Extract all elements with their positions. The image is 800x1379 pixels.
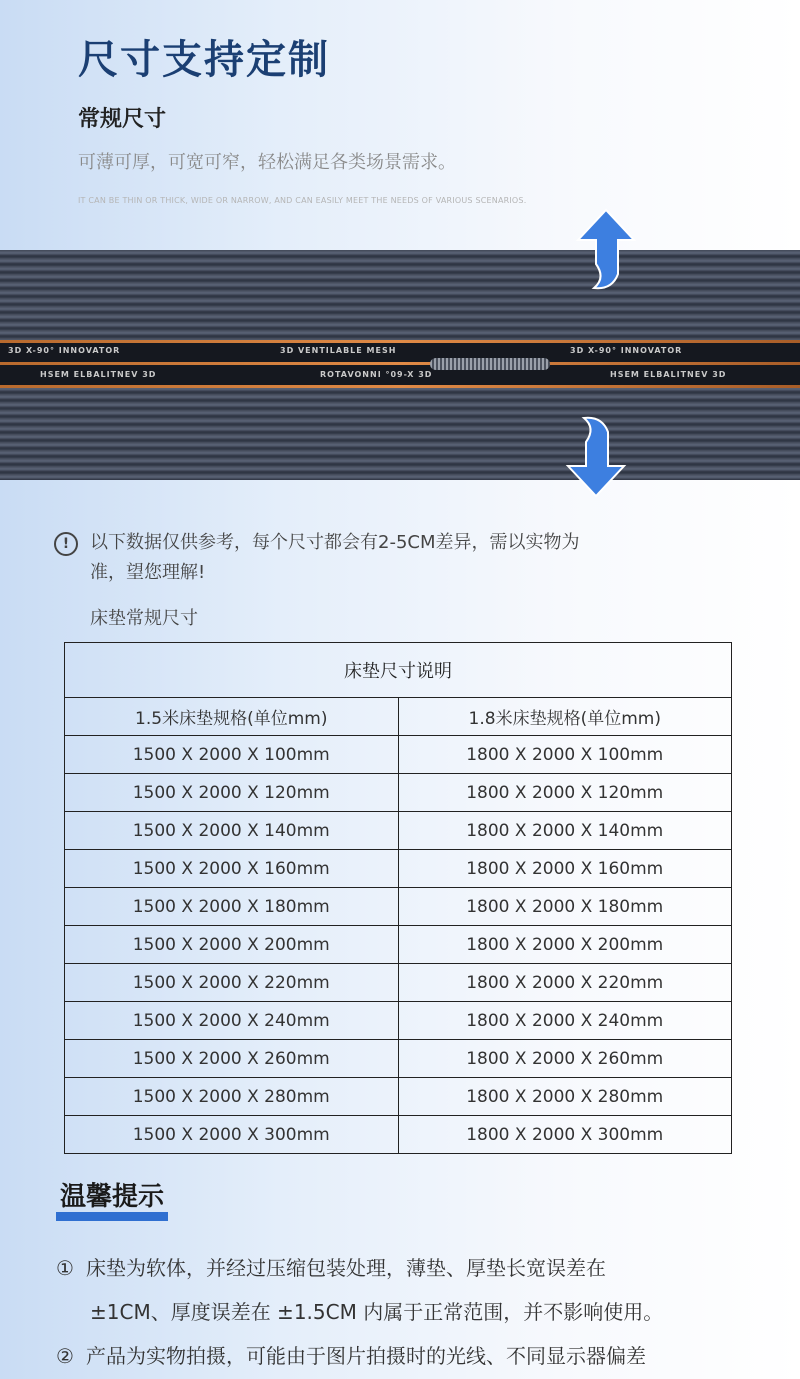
- table-row: [65, 736, 732, 774]
- info-icon: !: [54, 532, 78, 556]
- tip-number: ①: [56, 1256, 74, 1280]
- size-cell: 1500 X 2000 X 160mm: [65, 850, 399, 888]
- size-cell: 1800 X 2000 X 300mm: [398, 1116, 732, 1154]
- mattress-product-image: [0, 250, 800, 480]
- size-cell: 1500 X 2000 X 180mm: [65, 888, 399, 926]
- table-row: [65, 850, 732, 888]
- table-row: [65, 812, 732, 850]
- size-cell: 1800 X 2000 X 160mm: [398, 850, 732, 888]
- size-cell: 1500 X 2000 X 100mm: [65, 736, 399, 774]
- size-cell: 1500 X 2000 X 220mm: [65, 964, 399, 1002]
- band-label: 3D X-90° INNOVATOR: [570, 346, 683, 355]
- size-cell: 1800 X 2000 X 180mm: [398, 888, 732, 926]
- size-cell: 1800 X 2000 X 280mm: [398, 1078, 732, 1116]
- size-cell: 1500 X 2000 X 300mm: [65, 1116, 399, 1154]
- tip-number: ②: [56, 1344, 74, 1368]
- band-label: ROTAVONNI °09-X 3D: [320, 370, 433, 379]
- table-caption: 床垫常规尺寸: [90, 608, 198, 629]
- tip-text: 产品为实物拍摄，可能由于图片拍摄时的光线、不同显示器偏差: [86, 1344, 646, 1368]
- tip-text: 床垫为软体，并经过压缩包装处理，薄垫、厚垫长宽误差在: [86, 1256, 606, 1280]
- size-cell: 1800 X 2000 X 120mm: [398, 774, 732, 812]
- table-row: [65, 964, 732, 1002]
- notice: [54, 528, 714, 588]
- size-cell: 1800 X 2000 X 140mm: [398, 812, 732, 850]
- band-label: HSEM ELBALITNEV 3D: [40, 370, 157, 379]
- table-row: [65, 1116, 732, 1154]
- section-subtitle: 常规尺寸: [78, 107, 167, 132]
- size-cell: 1500 X 2000 X 200mm: [65, 926, 399, 964]
- arrow-down-icon: [560, 412, 630, 502]
- band-label: 3D VENTILABLE MESH: [280, 346, 397, 355]
- size-table: [64, 642, 732, 1154]
- size-cell: 1500 X 2000 X 120mm: [65, 774, 399, 812]
- notice-text-line2: 准，望您理解!: [90, 562, 206, 583]
- size-cell: 1500 X 2000 X 260mm: [65, 1040, 399, 1078]
- table-row: [65, 774, 732, 812]
- band-label: 3D X-90° INNOVATOR: [8, 346, 121, 355]
- table-title: 床垫尺寸说明: [65, 643, 732, 698]
- column-header: 1.5米床垫规格(单位mm): [65, 698, 399, 736]
- table-row: [65, 1002, 732, 1040]
- zipper-pull: [430, 358, 550, 370]
- tip-item-continuation: ±1CM、厚度误差在 ±1.5CM 内属于正常范围，并不影响使用。: [90, 1300, 664, 1324]
- size-cell: 1800 X 2000 X 200mm: [398, 926, 732, 964]
- band-label: HSEM ELBALITNEV 3D: [610, 370, 727, 379]
- size-cell: 1500 X 2000 X 140mm: [65, 812, 399, 850]
- table-row: [65, 926, 732, 964]
- table-row: [65, 1078, 732, 1116]
- description-english: IT CAN BE THIN OR THICK, WIDE OR NARROW, AND CAN EASILY MEET THE NEEDS OF VARIOUS SCENARIOS.: [78, 196, 527, 205]
- size-cell: 1800 X 2000 X 260mm: [398, 1040, 732, 1078]
- mattress-zipper-band: [0, 340, 800, 388]
- table-row: [65, 1040, 732, 1078]
- arrow-up-icon: [572, 204, 642, 294]
- table-row: [65, 888, 732, 926]
- tips-title: 温馨提示: [56, 1182, 168, 1221]
- size-cell: 1800 X 2000 X 100mm: [398, 736, 732, 774]
- size-cell: 1800 X 2000 X 220mm: [398, 964, 732, 1002]
- column-header: 1.8米床垫规格(单位mm): [398, 698, 732, 736]
- size-cell: 1800 X 2000 X 240mm: [398, 1002, 732, 1040]
- description: 可薄可厚，可宽可窄，轻松满足各类场景需求。: [78, 152, 456, 173]
- page-title: 尺寸支持定制: [78, 37, 330, 83]
- size-cell: 1500 X 2000 X 240mm: [65, 1002, 399, 1040]
- size-cell: 1500 X 2000 X 280mm: [65, 1078, 399, 1116]
- tip-item: [56, 1252, 606, 1281]
- tip-item: [56, 1340, 646, 1369]
- notice-text-line1: 以下数据仅供参考，每个尺寸都会有2-5CM差异，需以实物为: [90, 532, 580, 553]
